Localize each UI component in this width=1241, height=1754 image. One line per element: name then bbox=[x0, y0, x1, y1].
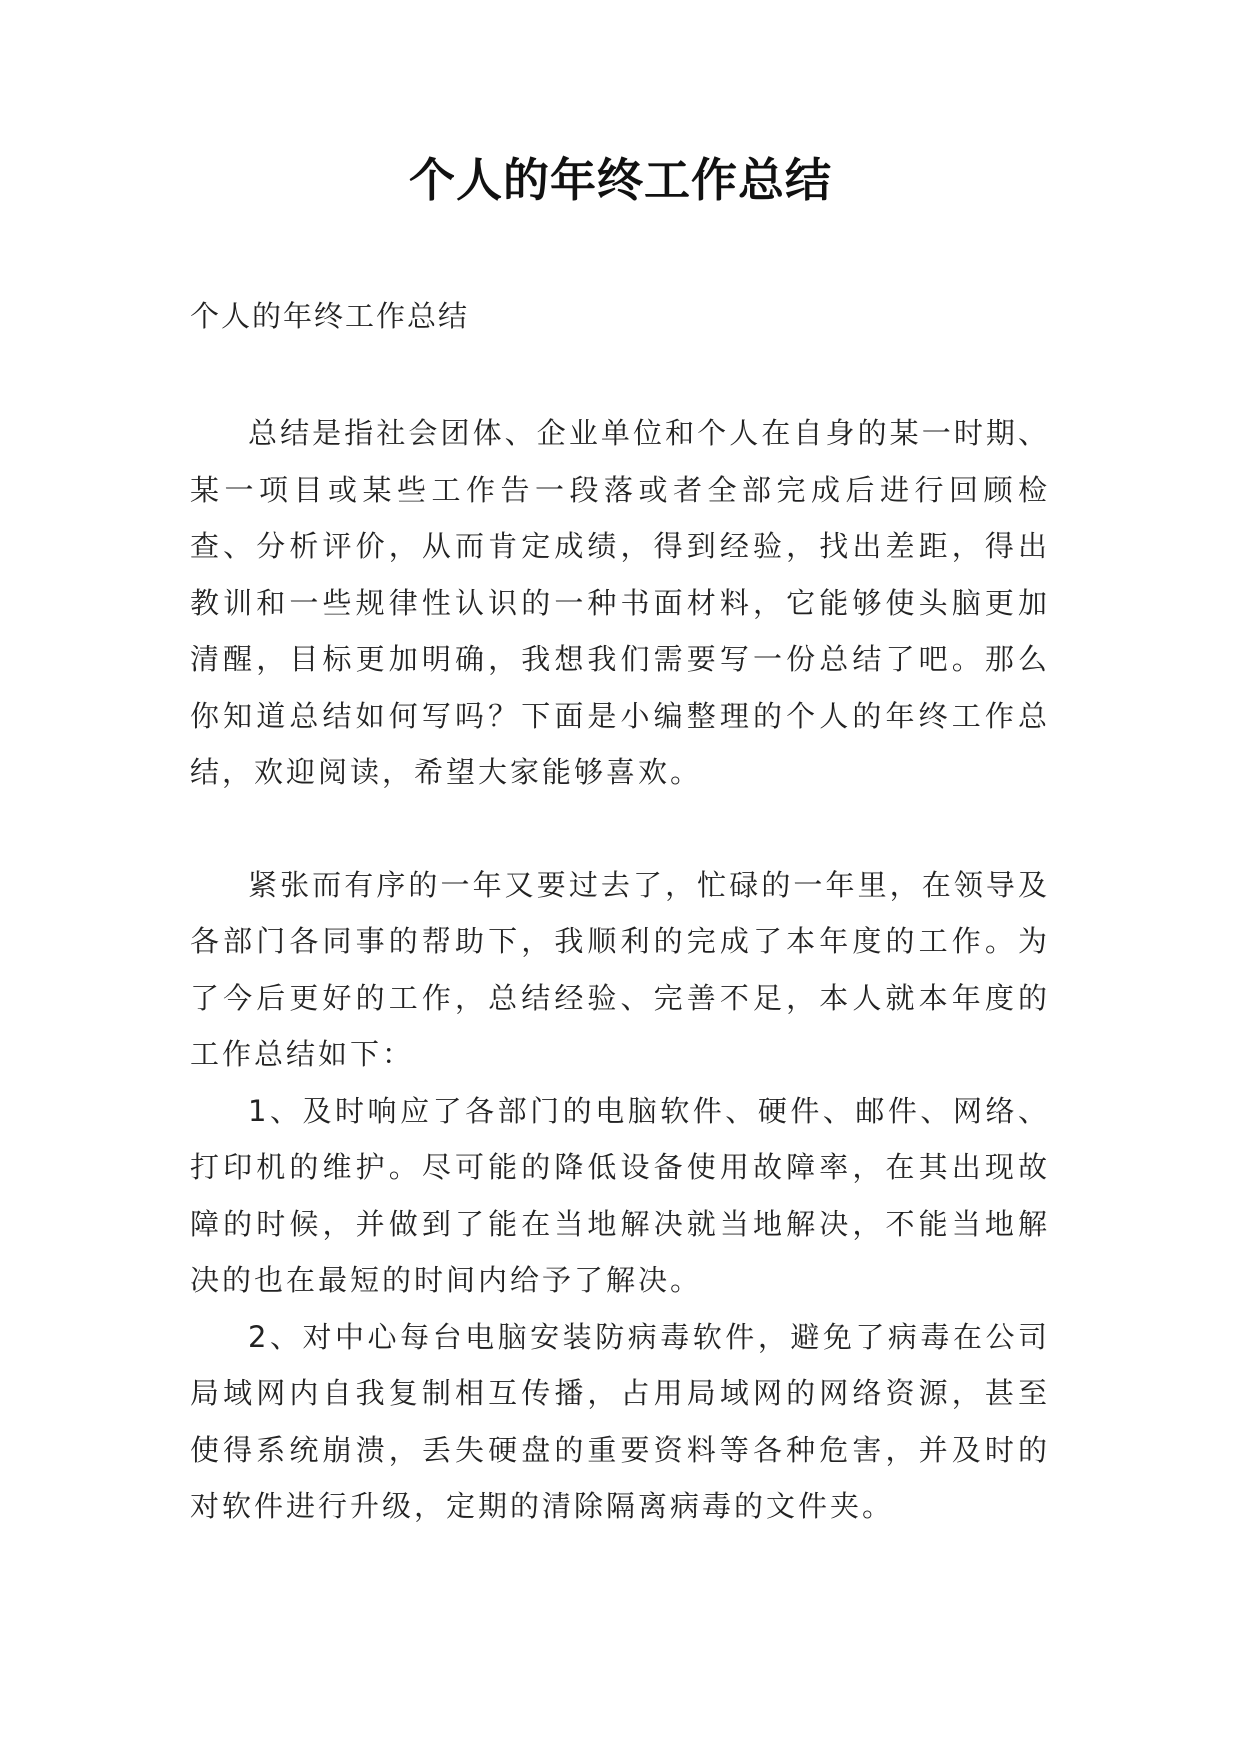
paragraph-intro: 总结是指社会团体、企业单位和个人在自身的某一时期、某一项目或某些工作告一段落或者全部完成后进行回顾检查、分析评价，从而肯定成绩，得到经验，找出差距，得出教训和一些规律性认识的一种书面材料，它能够使头脑更加清醒，目标更加明确，我想我们需要写一份总结了吧。那么你知道总结如何写吗？下面是小编整理的个人的年终工作总结，欢迎阅读，希望大家能够喜欢。 bbox=[190, 416, 1050, 789]
document-title: 个人的年终工作总结 bbox=[409, 153, 832, 207]
document-body bbox=[190, 405, 1050, 1535]
paragraph-item-1: 1、及时响应了各部门的电脑软件、硬件、邮件、网络、打印机的维护。尽可能的降低设备使用故障率，在其出现故障的时候，并做到了能在当地解决就当地解决，不能当地解决的也在最短的时间内给予了解决。 bbox=[190, 1093, 1050, 1297]
document-subtitle: 个人的年终工作总结 bbox=[190, 299, 470, 333]
paragraph-overview: 紧张而有序的一年又要过去了，忙碌的一年里，在领导及各部门各同事的帮助下，我顺利的完成了本年度的工作。为了今后更好的工作，总结经验、完善不足，本人就本年度的工作总结如下： bbox=[190, 867, 1050, 1071]
paragraph-item-2: 2、对中心每台电脑安装防病毒软件，避免了病毒在公司局域网内自我复制相互传播，占用局域网的网络资源，甚至使得系统崩溃，丢失硬盘的重要资料等各种危害，并及时的对软件进行升级，定期的清除隔离病毒的文件夹。 bbox=[190, 1319, 1050, 1523]
